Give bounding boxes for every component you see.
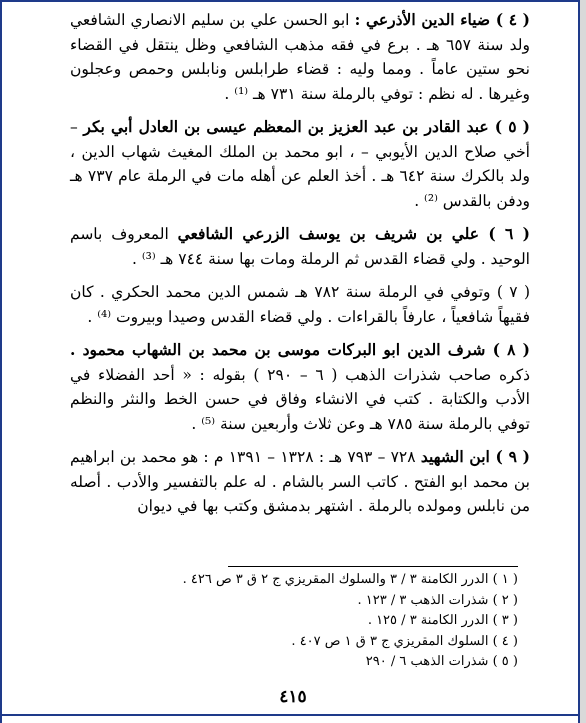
entry-text: ( ٧ ) وتوفي في الرملة سنة ٧٨٢ هـ شمس الدين محمد الحكري . كان فقيهاً شافعياً ، عارفاً بالقراءات . ولي قضاء القدس وصيدا وبيروت ⁽⁴⁾ .	[70, 283, 530, 326]
footnotes	[182, 570, 518, 673]
footnote-4: ( ٤ ) السلوك المقريزي ج ٣ ق ١ ص ٤٠٧ .	[291, 633, 518, 649]
entry-8	[70, 338, 530, 436]
window-frame-bottom	[0, 714, 586, 716]
entry-heading: ( ٩ ) ابن الشهيد	[420, 447, 531, 466]
footnote-3: ( ٣ ) الدرر الكامنة ٣ / ١٢٥ .	[367, 613, 518, 628]
window-frame-top	[0, 0, 586, 2]
entry-4	[70, 8, 530, 106]
entry-heading: ( ٥ ) عبد القادر بن عبد العزيز بن المعظم عيسى بن العادل أبي بكر	[83, 117, 530, 136]
footnote-2: ( ٢ ) شذرات الذهب ٣ / ١٢٣ .	[357, 592, 518, 608]
entry-text: المعروف باسم الوحيد . ولي قضاء القدس ثم الرملة ومات بها سنة ٧٤٤ هـ ⁽³⁾ .	[70, 225, 530, 268]
page-number: ٤١٥	[279, 687, 307, 707]
entry-6	[70, 222, 530, 271]
entry-9	[70, 445, 530, 519]
entry-text: – أخي صلاح الدين الأيوبي – ، ابو محمد بن الملك المغيث شهاب الدين ، ولد بالكرك سنة ٦٤٢ هـ . أخذ العلم عن أهله مات في الرملة عام ٧٣٧ هـ ودفن بالقدس ⁽²⁾ .	[70, 118, 530, 210]
entry-heading: ( ٤ ) ضياء الدين الأذرعي :	[354, 10, 531, 29]
footnote-5: ( ٥ ) شذرات الذهب ٦ / ٢٩٠	[365, 654, 518, 669]
window-frame-left	[0, 0, 2, 723]
footnote-1: ( ١ ) الدرر الكامنة ٣ / ٣ والسلوك المقريزي ج ٢ ق ٣ ص ٤٢٦ .	[182, 572, 518, 587]
entry-text: ابو الحسن علي بن سليم الانصاري الشافعي ولد سنة ٦٥٧ هـ . برع في فقه مذهب الشافعي وظل ينتقل في القضاء نحو ستين عاماً . ومما وليه : قضاء طرابلس ونابلس وحمص وعجلون وغيرها . له نظم : توفي بالرملة سنة ٧٣١ هـ ⁽¹⁾ .	[70, 11, 530, 103]
entry-text: ذكره صاحب شذرات الذهب ( ٦ – ٢٩٠ ) بقوله : « أحد الفضلاء في الأدب والكتابة . كتب في الانشاء وفاق في حسن الخط والنثر والنظم توفي بالرملة سنة ٧٨٥ هـ وعن ثلاث وأربعين سنة ⁽⁵⁾ .	[70, 365, 531, 433]
entry-7	[70, 280, 530, 329]
window-edge	[580, 0, 586, 723]
entry-heading: ( ٦ ) علي بن شريف بن يوسف الزرعي الشافعي	[177, 224, 530, 243]
entry-heading: ( ٨ ) شرف الدين ابو البركات موسى بن محمد بن الشهاب محمود .	[70, 340, 531, 359]
entry-5	[70, 115, 530, 213]
page-body	[70, 8, 530, 528]
entry-text: ٧٢٨ – ٧٩٣ هـ : ١٣٢٨ – ١٣٩١ م : هو محمد بن ابراهيم بن محمد ابو الفتح . كاتب السر بالشام . له علم بالتفسير والأدب . أصله من نابلس ومولده بالرملة . اشتهر بدمشق وكتب بها في ديوان	[70, 448, 530, 515]
footnote-divider	[228, 566, 518, 567]
